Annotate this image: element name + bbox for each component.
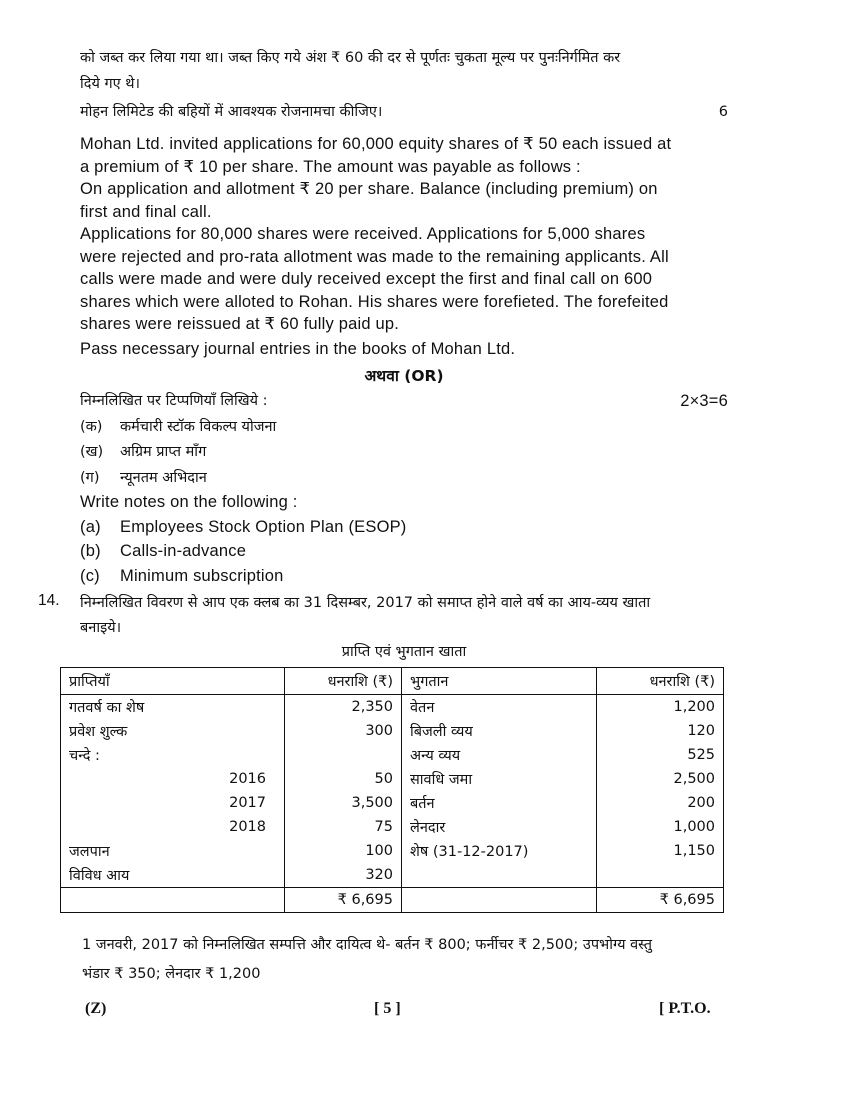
question-14-line: बनाइये। — [80, 619, 122, 636]
hindi-line: को जब्त कर लिया गया था। जब्त किए गये अंश ₹ 60 की दर से पूर्णतः चुकता मूल्य पर पुनःनिर्गमित कर — [80, 50, 621, 66]
table-header-row — [61, 668, 724, 695]
receipt-year — [193, 695, 285, 720]
payments-total: ₹ 6,695 — [597, 888, 724, 913]
table-title: प्राप्ति एवं भुगतान खाता — [341, 644, 467, 660]
footer-code: (Z) — [85, 1000, 107, 1017]
receipt-amount: 320 — [285, 863, 402, 888]
receipt-amount: 50 — [285, 767, 402, 791]
col-header-payments: भुगतान — [402, 668, 597, 695]
item-text: अग्रिम प्राप्त माँग — [120, 444, 207, 460]
receipt-amount: 75 — [285, 815, 402, 839]
list-item — [80, 540, 728, 563]
item-text: कर्मचारी स्टॉक विकल्प योजना — [120, 418, 277, 435]
notes-hindi — [80, 390, 728, 489]
payment-item: लेनदार — [402, 815, 597, 839]
receipt-amount: 100 — [285, 839, 402, 863]
receipt-item: गतवर्ष का शेष — [61, 695, 193, 720]
payment-amount: 1,000 — [597, 815, 724, 839]
receipt-item: चन्दे : — [61, 743, 193, 767]
question-line: shares were reissued at ₹ 60 fully paid up. — [80, 315, 400, 333]
payment-amount: 1,150 — [597, 839, 724, 863]
payment-amount: 525 — [597, 743, 724, 767]
question-line: Pass necessary journal entries in the books of Mohan Ltd. — [80, 339, 516, 358]
hindi-line: दिये गए थे। — [80, 75, 141, 92]
question-line: Applications for 80,000 shares were received. Applications for 5,000 shares — [80, 225, 646, 243]
question-number: 14. — [38, 592, 60, 609]
hindi-instruction: मोहन लिमिटेड की बहियों में आवश्यक रोजनामचा कीजिए। — [80, 104, 383, 120]
or-separator: अथवा (OR) — [364, 367, 444, 385]
receipts-total: ₹ 6,695 — [285, 888, 402, 913]
table-row — [61, 815, 724, 839]
table-row — [61, 767, 724, 791]
item-text: Minimum subscription — [120, 566, 284, 585]
notes-english-heading: Write notes on the following : — [80, 493, 298, 511]
item-label: (a) — [80, 517, 101, 536]
total-blank — [61, 888, 285, 913]
payment-item: वेतन — [402, 695, 597, 720]
list-item — [80, 441, 728, 464]
table-row — [61, 695, 724, 720]
item-label: (ख) — [80, 444, 104, 460]
receipt-year: 2016 — [193, 767, 285, 791]
question-line: a premium of ₹ 10 per share. The amount was payable as follows : — [80, 157, 581, 176]
payment-item: बर्तन — [402, 791, 597, 815]
table-row — [61, 839, 724, 863]
receipt-amount: 300 — [285, 719, 402, 743]
payment-amount: 120 — [597, 719, 724, 743]
additional-info — [82, 934, 732, 985]
item-text: Employees Stock Option Plan (ESOP) — [120, 517, 407, 536]
payment-item: सावधि जमा — [402, 767, 597, 791]
pto-label: [ P.T.O. — [659, 1000, 711, 1017]
page-number: [ 5 ] — [374, 1000, 401, 1017]
list-item — [80, 467, 728, 490]
marks: 6 — [718, 104, 728, 120]
question-14 — [80, 592, 728, 639]
receipts-payments-table — [60, 667, 724, 913]
question-line: shares which were alloted to Rohan. His shares were forefieted. The forefeited — [80, 292, 669, 311]
table-row — [61, 863, 724, 888]
receipt-year — [193, 863, 285, 888]
receipt-year — [193, 719, 285, 743]
list-item — [80, 416, 728, 439]
list-item — [80, 516, 728, 539]
total-blank — [402, 888, 597, 913]
payment-item: शेष (31-12-2017) — [402, 839, 597, 863]
receipt-item — [61, 767, 193, 791]
receipt-item: जलपान — [61, 839, 193, 863]
item-label: (क) — [80, 418, 103, 435]
additional-info-line: 1 जनवरी, 2017 को निम्नलिखित सम्पत्ति और दायित्व थे- बर्तन ₹ 800; फर्नीचर ₹ 2,500; उपभोग्य वस्तु — [82, 937, 653, 953]
receipt-year — [193, 743, 285, 767]
notes-hindi-heading-row — [80, 390, 728, 413]
marks: 2×3=6 — [680, 392, 728, 410]
notes-hindi-heading: निम्नलिखित पर टिप्पणियाँ लिखिये : — [80, 393, 268, 409]
col-header-amount: धनराशि (₹) — [285, 668, 402, 695]
payment-amount: 1,200 — [597, 695, 724, 720]
receipt-item — [61, 815, 193, 839]
question-line: calls were made and were duly received except the first and final call on 600 — [80, 270, 653, 288]
payment-amount — [597, 863, 724, 888]
receipt-amount: 2,350 — [285, 695, 402, 720]
question-line: were rejected and pro-rata allotment was made to the remaining applicants. All — [80, 247, 669, 266]
receipt-amount — [285, 743, 402, 767]
question-line: On application and allotment ₹ 20 per share. Balance (including premium) on — [80, 180, 658, 198]
receipt-year: 2017 — [193, 791, 285, 815]
receipt-item: विविध आय — [61, 863, 193, 888]
payment-item — [402, 863, 597, 888]
list-item — [80, 565, 728, 588]
col-header-receipts: प्राप्तियाँ — [61, 668, 285, 695]
receipt-amount: 3,500 — [285, 791, 402, 815]
item-text: न्यूनतम अभिदान — [120, 469, 207, 486]
question-14-line: निम्नलिखित विवरण से आप एक क्लब का 31 दिसम्बर, 2017 को समाप्त होने वाले वर्ष का आय-व्यय खाता — [80, 595, 651, 611]
additional-info-line: भंडार ₹ 350; लेनदार ₹ 1,200 — [82, 965, 261, 982]
table-row — [61, 743, 724, 767]
receipt-year — [193, 839, 285, 863]
table-row — [61, 791, 724, 815]
hindi-instruction-row — [80, 101, 728, 124]
table-total-row — [61, 888, 724, 913]
payment-item: बिजली व्यय — [402, 719, 597, 743]
payment-amount: 2,500 — [597, 767, 724, 791]
item-label: (ग) — [80, 469, 100, 486]
table-row — [61, 719, 724, 743]
payment-amount: 200 — [597, 791, 724, 815]
payment-item: अन्य व्यय — [402, 743, 597, 767]
english-question — [80, 133, 728, 360]
question-line: first and final call. — [80, 202, 212, 221]
col-header-amount: धनराशि (₹) — [597, 668, 724, 695]
hindi-para-continued — [80, 47, 728, 124]
notes-english — [80, 491, 728, 587]
receipt-year: 2018 — [193, 815, 285, 839]
receipt-item — [61, 791, 193, 815]
item-label: (c) — [80, 566, 100, 585]
receipt-item: प्रवेश शुल्क — [61, 719, 193, 743]
item-label: (b) — [80, 542, 101, 560]
question-line: Mohan Ltd. invited applications for 60,000 equity shares of ₹ 50 each issued at — [80, 135, 672, 153]
item-text: Calls-in-advance — [120, 542, 247, 560]
